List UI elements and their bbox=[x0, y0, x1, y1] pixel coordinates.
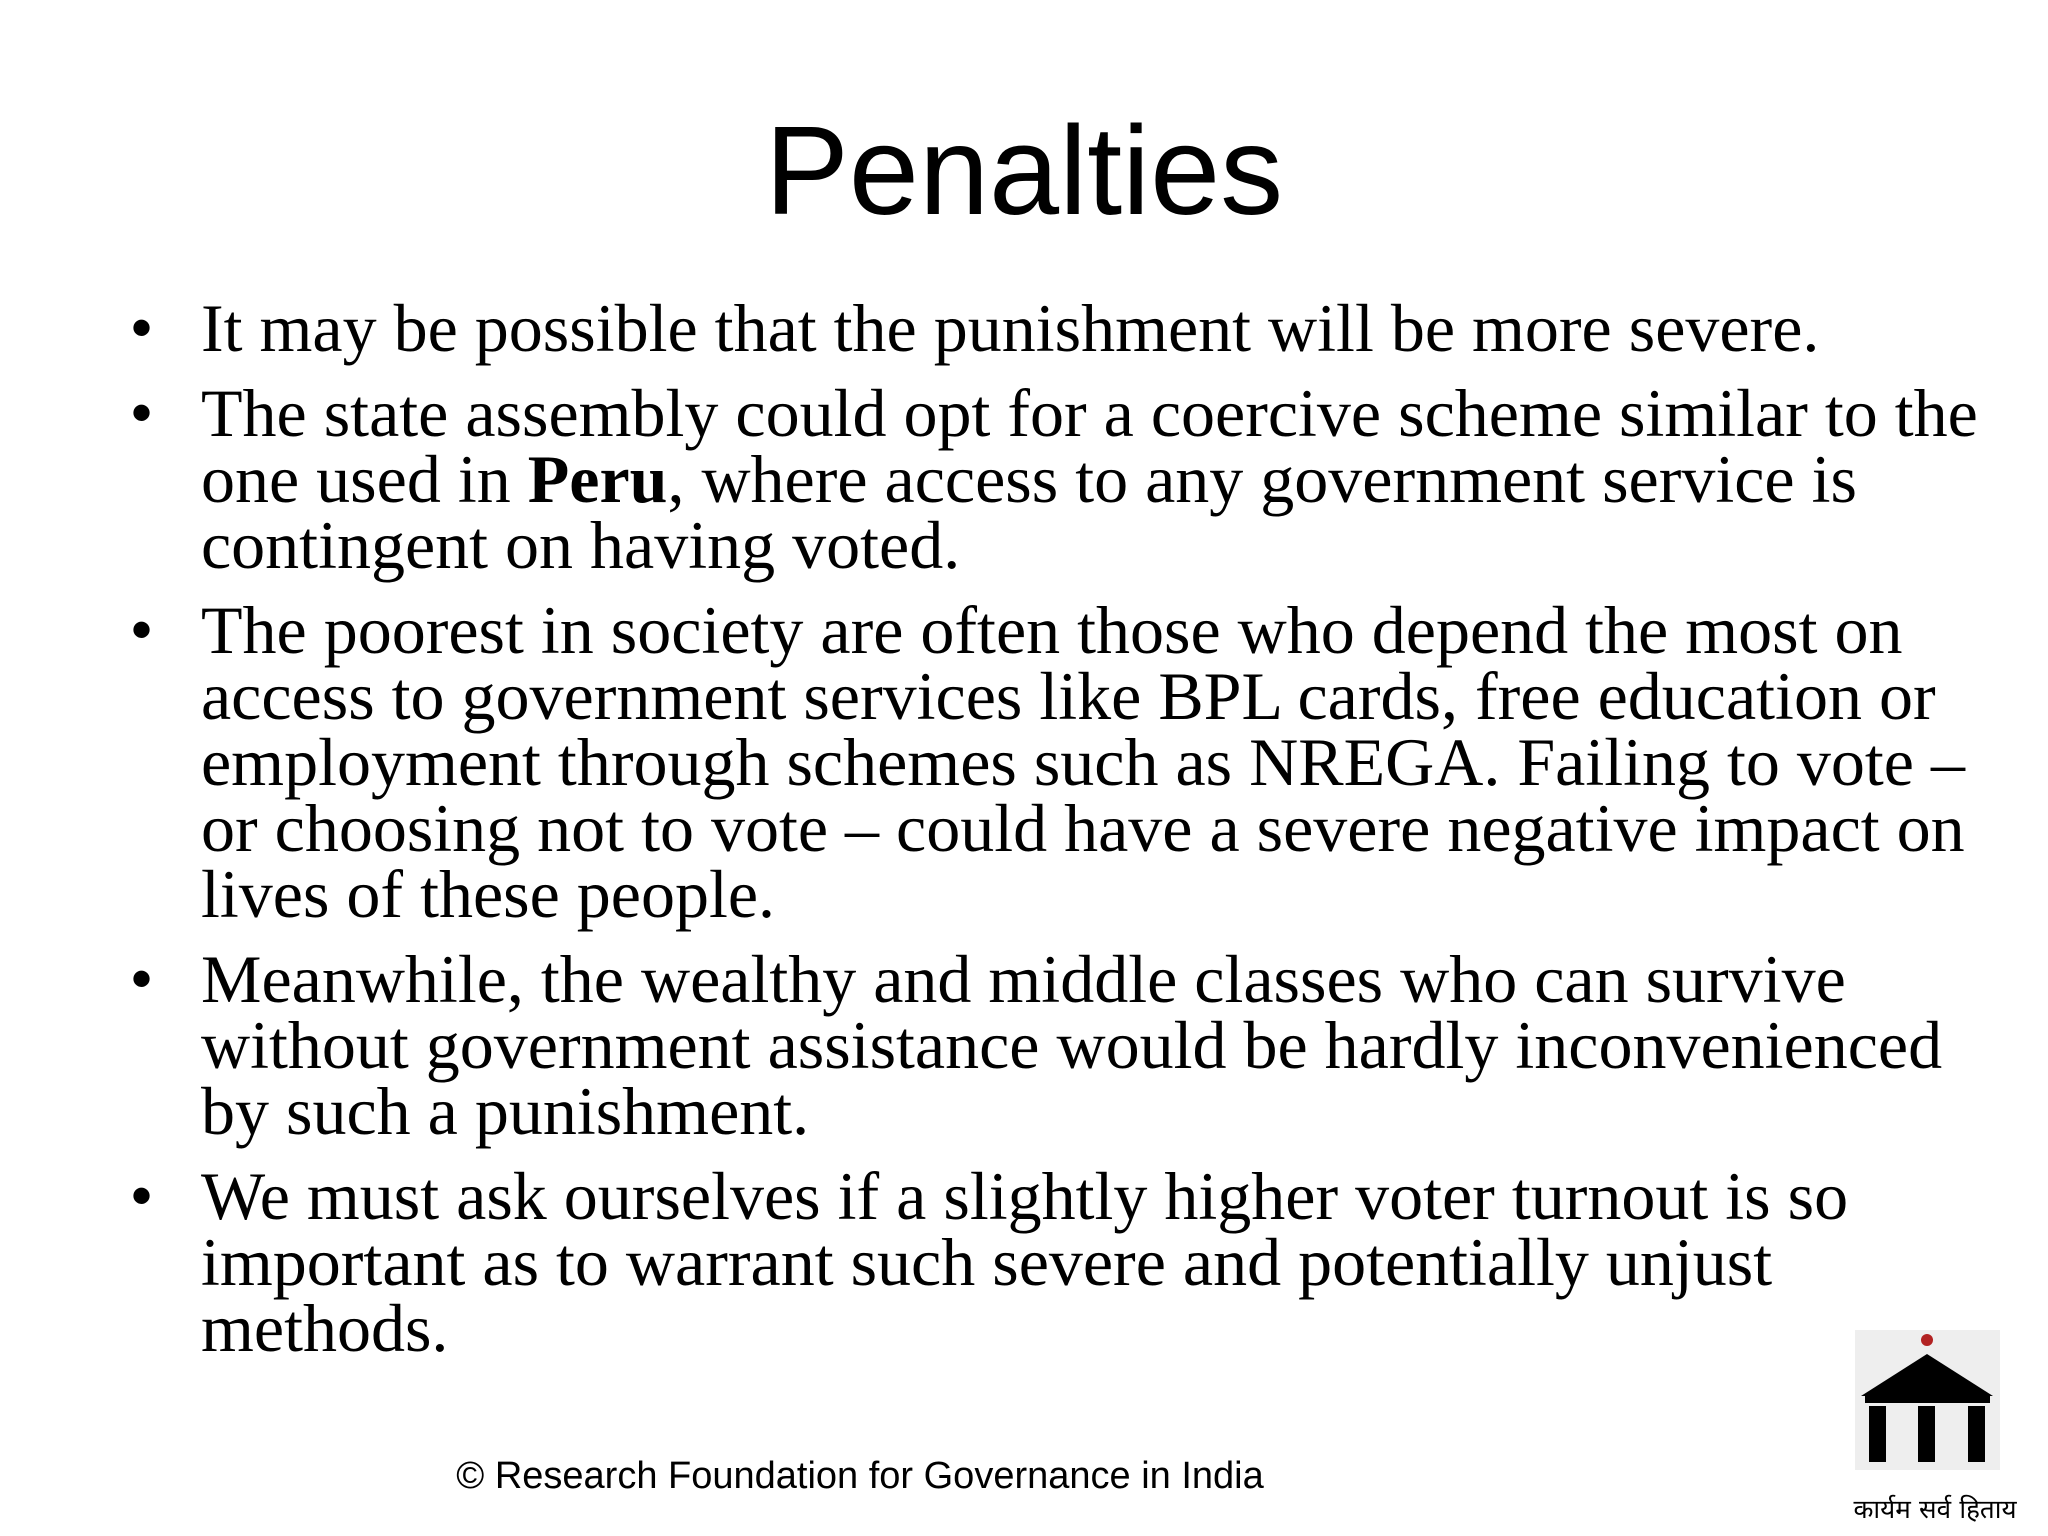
pillared-building-icon bbox=[1855, 1330, 2000, 1470]
bullet-dot: • bbox=[131, 379, 153, 446]
copyright-footer: © Research Foundation for Governance in India bbox=[456, 1455, 1264, 1497]
bullet-dot: • bbox=[131, 294, 153, 361]
bullet-text: It may be possible that the punishment will be more severe. bbox=[201, 290, 1820, 366]
bullet-item bbox=[128, 375, 1988, 583]
bullet-item bbox=[128, 941, 1988, 1149]
bullet-text: The state assembly could opt for a coercive scheme similar to the one used in bbox=[201, 375, 1978, 517]
bullet-dot: • bbox=[131, 1162, 153, 1229]
logo-pillar bbox=[1968, 1406, 1985, 1462]
bullet-text: The poorest in society are often those who depend the most on access to government services like BPL cards, free education or employment through schemes such as NREGA. Failing to vote – or choosing not to vote – could have a severe negative impact on lives of these people. bbox=[201, 592, 1965, 932]
logo-beam bbox=[1865, 1394, 1990, 1403]
bullet-dot: • bbox=[131, 596, 153, 663]
bullet-text: We must ask ourselves if a slightly higher voter turnout is so important as to warrant such severe and potentially unjust methods. bbox=[201, 1158, 1849, 1366]
bullet-bold-term: Peru bbox=[527, 441, 668, 517]
bullet-list bbox=[128, 290, 1988, 1380]
logo-pillar bbox=[1918, 1406, 1935, 1462]
bullet-item bbox=[128, 290, 1988, 366]
bullet-text-continued: , where access to any government service is contingent on having voted. bbox=[201, 441, 1857, 583]
logo-motto: कार्यम सर्व हिताय bbox=[1853, 1495, 2017, 1525]
bullet-text: Meanwhile, the wealthy and middle classes who can survive without government assistance would be hardly inconvenienced by such a punishment. bbox=[201, 941, 1943, 1149]
logo-dot bbox=[1921, 1334, 1933, 1346]
bullet-dot: • bbox=[131, 945, 153, 1012]
logo-pillar bbox=[1869, 1406, 1886, 1462]
slide-title: Penalties bbox=[764, 100, 1284, 241]
bullet-item bbox=[128, 592, 1988, 932]
bullet-item bbox=[128, 1158, 1988, 1366]
